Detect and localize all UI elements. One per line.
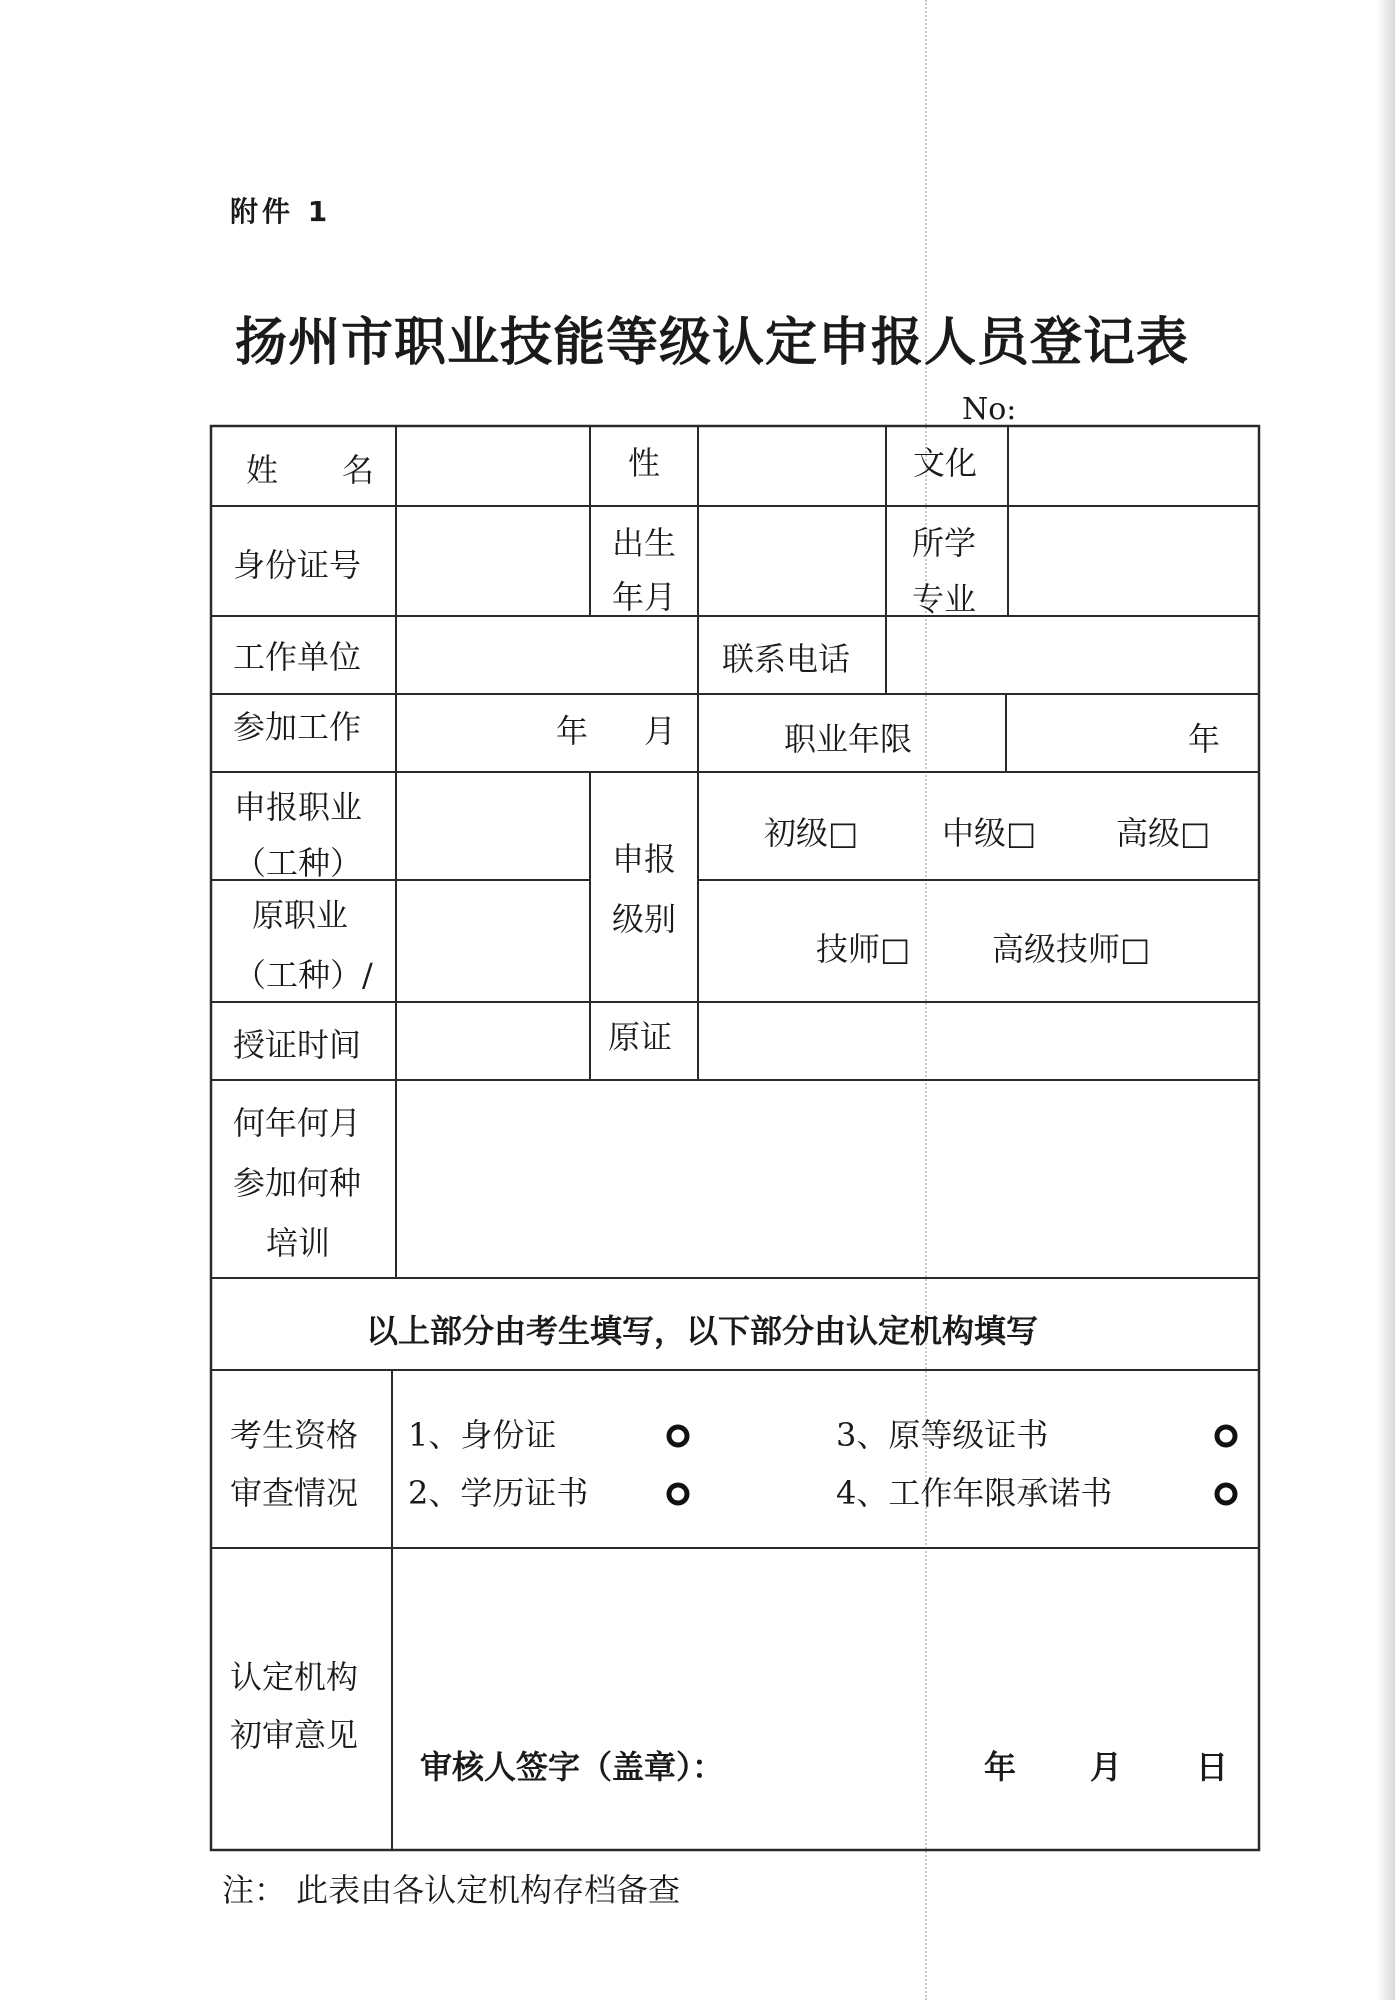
junior-level-checkbox[interactable]: 初级□ <box>764 814 859 852</box>
education-label: 文化 <box>913 444 978 482</box>
senior-technician-checkbox[interactable]: 高级技师□ <box>992 930 1151 968</box>
certificate-time-label: 授证时间 <box>233 1026 362 1064</box>
career-years-unit: 年 <box>1188 720 1221 758</box>
original-occupation-line1: 原职业 <box>252 896 349 934</box>
declared-occupation-line2: （工种） <box>234 844 363 882</box>
intermediate-level-checkbox[interactable]: 中级□ <box>942 814 1037 852</box>
work-unit-label: 工作单位 <box>233 638 362 676</box>
training-label-line3: 培训 <box>266 1224 331 1262</box>
major-label-line2: 专业 <box>912 580 977 618</box>
diploma-check-icon[interactable] <box>669 1485 687 1503</box>
review-label-line1: 考生资格 <box>230 1416 359 1454</box>
review-item-work-years-pledge: 4、工作年限承诺书 <box>836 1474 1113 1512</box>
declared-occupation-line1: 申报职业 <box>234 788 363 826</box>
declared-level-line2: 级别 <box>612 900 677 938</box>
gender-label: 性 <box>628 444 661 482</box>
join-work-year-unit: 年 <box>556 712 589 750</box>
review-item-original-certificate: 3、原等级证书 <box>836 1416 1049 1454</box>
opinion-day-unit: 日 <box>1196 1748 1229 1786</box>
opinion-year-unit: 年 <box>984 1748 1017 1786</box>
senior-level-checkbox[interactable]: 高级□ <box>1116 814 1211 852</box>
technician-checkbox[interactable]: 技师□ <box>816 930 911 968</box>
career-years-label: 职业年限 <box>784 720 913 758</box>
opinion-month-unit: 月 <box>1090 1748 1123 1786</box>
id-number-label: 身份证号 <box>233 546 362 584</box>
footnote: 注： 此表由各认定机构存档备查 <box>222 1871 681 1909</box>
phone-label: 联系电话 <box>722 640 851 678</box>
birth-label-line1: 出生 <box>612 524 677 562</box>
section-divider-text: 以上部分由考生填写，以下部分由认定机构填写 <box>366 1312 1039 1350</box>
work-years-pledge-check-icon[interactable] <box>1217 1485 1235 1503</box>
original-occupation-line2: （工种）/ <box>234 956 373 994</box>
original-certificate-check-icon[interactable] <box>1217 1427 1235 1445</box>
signature-label: 审核人签字（盖章）： <box>420 1748 725 1786</box>
review-item-diploma: 2、学历证书 <box>408 1474 589 1512</box>
review-item-id-card: 1、身份证 <box>408 1416 557 1454</box>
form-title: 扬州市职业技能等级认定申报人员登记表 <box>235 313 1190 373</box>
opinion-label-line2: 初审意见 <box>230 1716 359 1754</box>
join-work-label: 参加工作 <box>233 708 362 746</box>
birth-label-line2: 年月 <box>612 578 677 616</box>
training-label-line2: 参加何种 <box>233 1164 362 1202</box>
declared-level-line1: 申报 <box>612 840 677 878</box>
original-certificate-label: 原证 <box>608 1018 673 1056</box>
id-card-check-icon[interactable] <box>669 1427 687 1445</box>
name-label: 姓 名 <box>246 451 375 489</box>
opinion-label-line1: 认定机构 <box>230 1658 359 1696</box>
major-label-line1: 所学 <box>912 524 977 562</box>
attachment-label: 附件 1 <box>230 195 332 228</box>
review-label-line2: 审查情况 <box>230 1474 359 1512</box>
join-work-month-unit: 月 <box>644 712 677 750</box>
training-label-line1: 何年何月 <box>233 1104 362 1142</box>
number-label: No: <box>962 392 1017 427</box>
